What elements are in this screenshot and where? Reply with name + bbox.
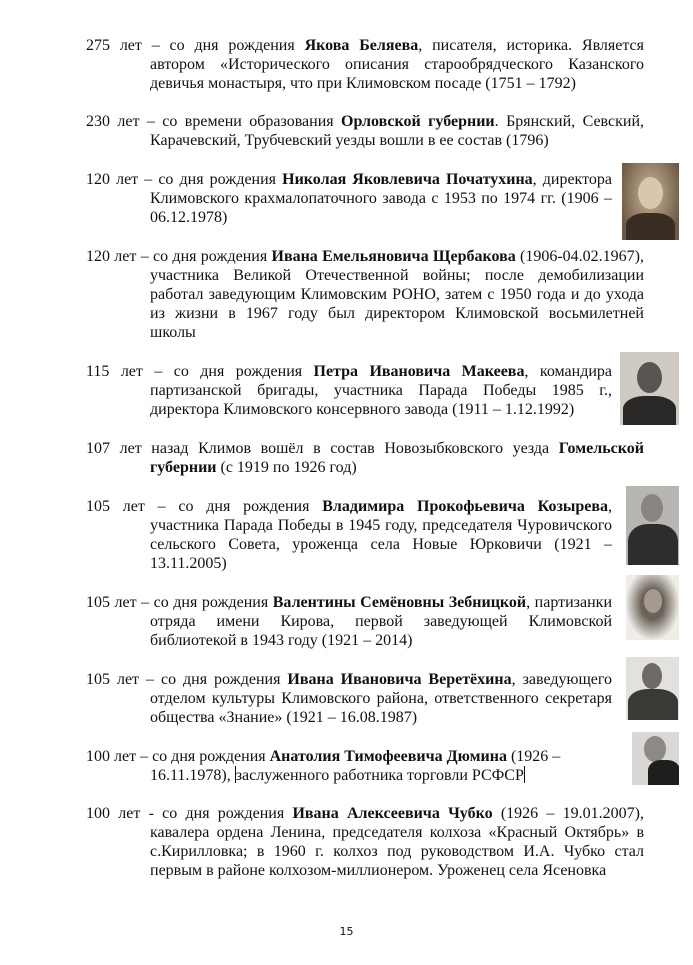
entry-orel-gubernia <box>86 112 644 150</box>
entry-name: Анатолия Тимофеевича Дюмина <box>269 748 507 765</box>
entry-zebnitskaya <box>86 593 612 650</box>
entry-shcherbakov <box>86 247 644 342</box>
entry-text: (1926 – 16.11.1978), <box>150 748 561 784</box>
entry-pochatukhin <box>86 170 612 227</box>
entry-name: Орловской губернии <box>341 113 495 130</box>
page-number: 15 <box>339 925 354 938</box>
entry-text: 100 лет - со дня рождения <box>86 805 293 822</box>
entry-text: заслуженного работника торговли РСФСР <box>235 767 524 784</box>
entry-text: 105 лет – со дня рождения <box>86 594 273 611</box>
entry-name: Гомельской губернии <box>150 440 644 476</box>
entry-beliaev <box>86 36 644 93</box>
entry-gomel-gubernia <box>86 439 644 477</box>
entry-text: 105 лет – со дня рождения <box>86 498 323 515</box>
entry-dyumin <box>86 747 612 785</box>
entry-text: 100 лет – со дня рождения <box>86 748 270 765</box>
entry-text: 275 лет – со дня рождения <box>86 37 305 54</box>
portrait-photo-dyumin <box>632 732 679 785</box>
portrait-photo-zebnitskaya <box>626 575 679 640</box>
entry-text: , командира партизанской бригады, участника Парада Победы 1985 г., директора Климовского консервного завода (1911 – 1.12.1992) <box>150 363 613 418</box>
entry-text: (с 1919 по 1926 год) <box>216 459 357 476</box>
portrait-photo-makeev <box>620 352 679 425</box>
text-cursor <box>524 766 525 783</box>
entry-text: (1926 – 19.01.2007), кавалера ордена Ленина, председателя колхоза «Красный Октябрь» в с.Кирилловка; в 1960 г. колхоз под руководством И.А. Чубко стал первым в районе колхозом-миллионером. Уроженец села Ясеновка <box>150 805 645 879</box>
entry-name: Петра Ивановича Макеева <box>313 363 525 380</box>
entry-text: 120 лет – со дня рождения <box>86 248 272 265</box>
entry-text: , писателя, историка. Является автором «Исторического описания старообрядческого Казанского девичья монастыря, что при Климовском посаде (1751 – 1792) <box>150 37 645 92</box>
entry-chubko <box>86 804 644 880</box>
entry-name: Якова Беляева <box>304 37 419 54</box>
entry-text: , участника Парада Победы в 1945 году, председателя Чуровичского сельского Совета, уроженца села Новые Юрковичи (1921 – 13.11.2005) <box>150 498 612 572</box>
portrait-photo-veretekhin <box>626 657 679 720</box>
entry-text: 107 лет назад Климов вошёл в состав Новозыбковского уезда <box>86 440 559 457</box>
entry-name: Валентины Семёновны Зебницкой <box>272 594 527 611</box>
entry-text: 230 лет – со времени образования <box>86 113 342 130</box>
entry-name: Владимира Прокофьевича Козырева <box>322 498 608 515</box>
entry-text: , партизанки отряда имени Кирова, первой заведующей Климовской библиотекой в 1943 году (1921 – 2014) <box>150 594 613 649</box>
entry-text: , директора Климовского крахмалопаточного завода с 1953 по 1974 гг. (1906 – 06.12.1978) <box>150 171 613 226</box>
entry-makeev <box>86 362 612 419</box>
entry-text: 115 лет – со дня рождения <box>86 363 314 380</box>
entry-text: . Брянский, Севский, Карачевский, Трубчевский уезды вошли в ее состав (1796) <box>150 113 645 149</box>
entry-veretekhin <box>86 670 612 727</box>
entry-name: Ивана Емельяновича Щербакова <box>271 248 516 265</box>
entry-text: (1906-04.02.1967), участника Великой Отечественной войны; после демобилизации работал заведующим Климовским РОНО, затем с 1950 года и до ухода из жизни в 1967 году был директором Климовской восьмилетней школы <box>150 248 645 341</box>
entry-name: Ивана Алексеевича Чубко <box>292 805 493 822</box>
entry-text: 105 лет – со дня рождения <box>86 671 288 688</box>
entry-text: , заведующего отделом культуры Климовского района, ответственного секретаря общества «Знание» (1921 – 16.08.1987) <box>150 671 613 726</box>
portrait-photo-kozyrev <box>626 486 679 565</box>
portrait-photo-pochatukhin <box>622 163 679 240</box>
entry-name: Николая Яковлевича Початухина <box>282 171 533 188</box>
entry-name: Ивана Ивановича Веретёхина <box>287 671 512 688</box>
entry-kozyrev <box>86 497 612 573</box>
entry-text: 120 лет – со дня рождения <box>86 171 283 188</box>
